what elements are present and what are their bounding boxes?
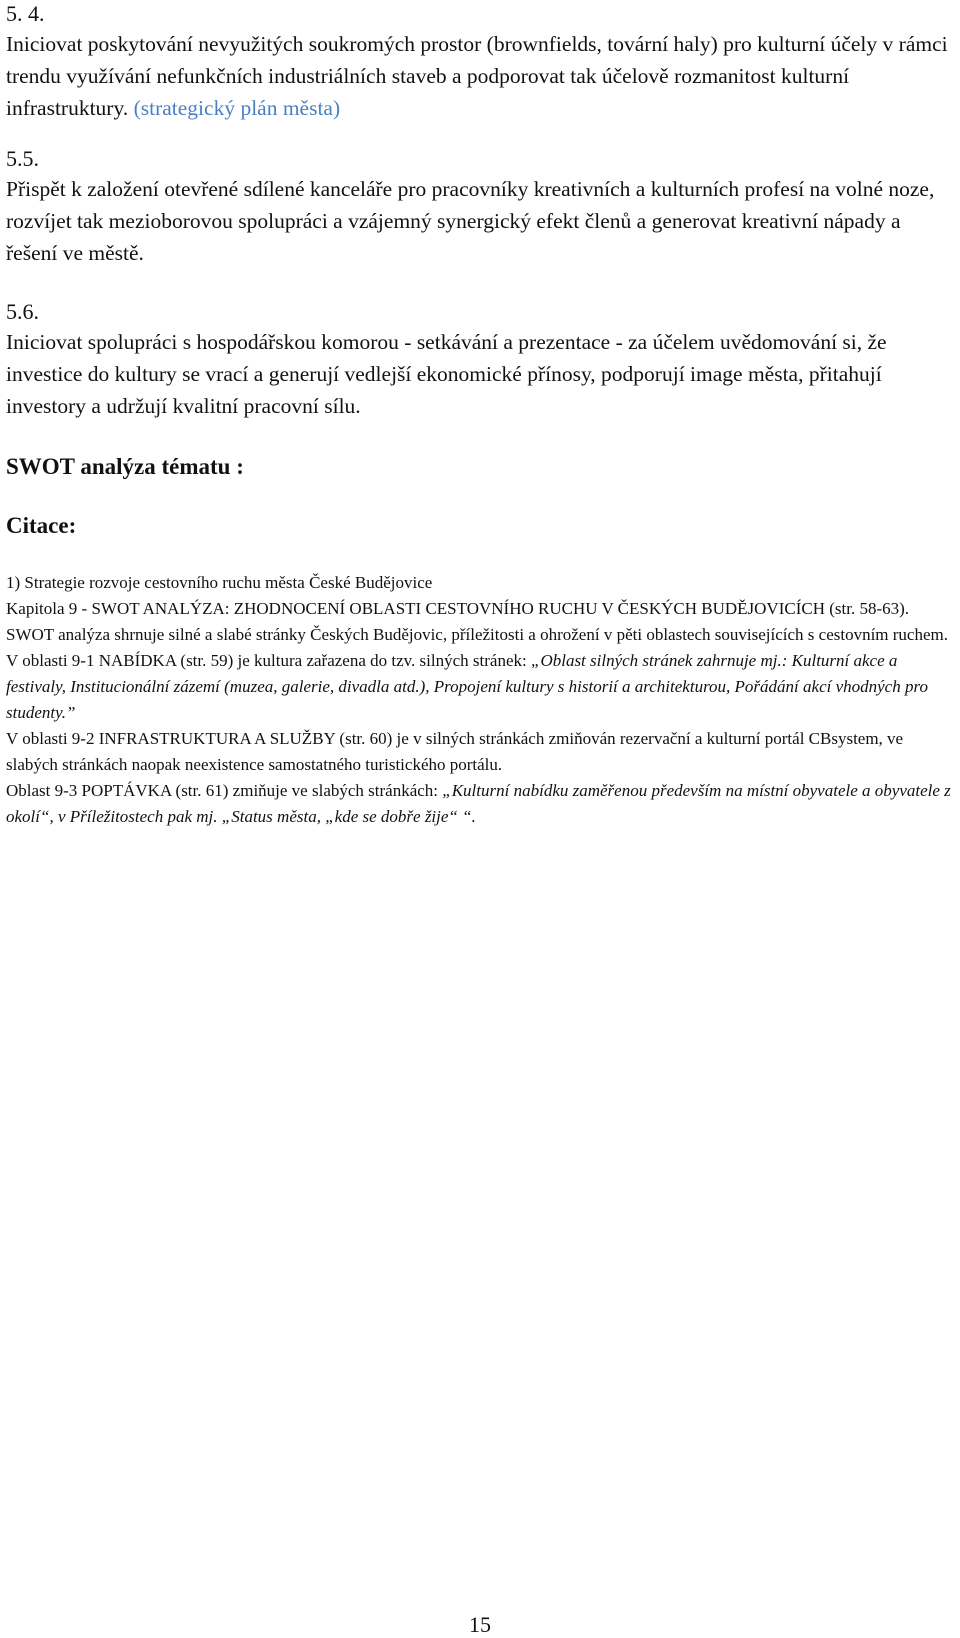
citation-block — [6, 570, 954, 830]
section-5-5 — [6, 145, 954, 269]
section-number: 5. 4. — [6, 1, 45, 26]
citation-source: 1) Strategie rozvoje cestovního ruchu města České Budějovice — [6, 573, 433, 592]
citace-heading: Citace: — [6, 513, 77, 538]
strategic-plan-reference: (strategický plán města) — [133, 96, 341, 120]
citation-offer: V oblasti 9-1 NABÍDKA (str. 59) je kultura zařazena do tzv. silných stránek: „Oblast silných stránek zahrnuje mj.: Kulturní akce a festivaly, Institucionální zázemí (muzea, galerie, divadla atd.), Propojení kultury s historií a architekturou, Pořádání akcí vhodných pro studenty.” — [6, 651, 928, 722]
section-text: Iniciovat poskytování nevyužitých soukromých prostor (brownfields, tovární haly) pro kulturní účely v rámci trendu využívání nefunkčních industriálních staveb a podporovat tak účelově rozmanitost kulturní infrastruktury. (strategický plán města) — [6, 32, 948, 120]
section-5-4 — [6, 0, 954, 124]
section-5-6 — [6, 298, 954, 422]
citace-heading-block — [6, 511, 954, 541]
citation-demand: Oblast 9-3 POPTÁVKA (str. 61) zmiňuje ve slabých stránkách: „Kulturní nabídku zaměřenou především na místní obyvatele a obyvatele z okolí“, v Příležitostech pak mj. „Status města, „kde se dobře žije“ “. — [6, 781, 951, 826]
page-number: 15 — [469, 1612, 491, 1637]
section-number: 5.5. — [6, 146, 39, 171]
citation-chapter: Kapitola 9 - SWOT ANALÝZA: ZHODNOCENÍ OBLASTI CESTOVNÍHO RUCHU V ČESKÝCH BUDĚJOVICÍCH (str. 58-63). SWOT analýza shrnuje silné a slabé stránky Českých Budějovic, příležitosti a ohrožení v pěti oblastech souvisejících s cestovním ruchem. — [6, 599, 948, 644]
swot-heading-block — [6, 452, 954, 482]
citation-infrastructure: V oblasti 9-2 INFRASTRUKTURA A SLUŽBY (str. 60) je v silných stránkách zmiňován rezervační a kulturní portál CBsystem, ve slabých stránkách naopak neexistence samostatného turistického portálu. — [6, 729, 904, 774]
swot-heading: SWOT analýza tématu : — [6, 454, 244, 479]
section-number: 5.6. — [6, 299, 39, 324]
section-text: Přispět k založení otevřené sdílené kanceláře pro pracovníky kreativních a kulturních profesí na volné noze, rozvíjet tak mezioborovou spolupráci a vzájemný synergický efekt členů a generovat kreativní nápady a řešení ve městě. — [6, 177, 935, 265]
section-text: Iniciovat spolupráci s hospodářskou komorou - setkávání a prezentace - za účelem uvědomování si, že investice do kultury se vrací a generují vedlejší ekonomické přínosy, podporují image města, přitahují investory a udržují kvalitní pracovní sílu. — [6, 330, 887, 418]
